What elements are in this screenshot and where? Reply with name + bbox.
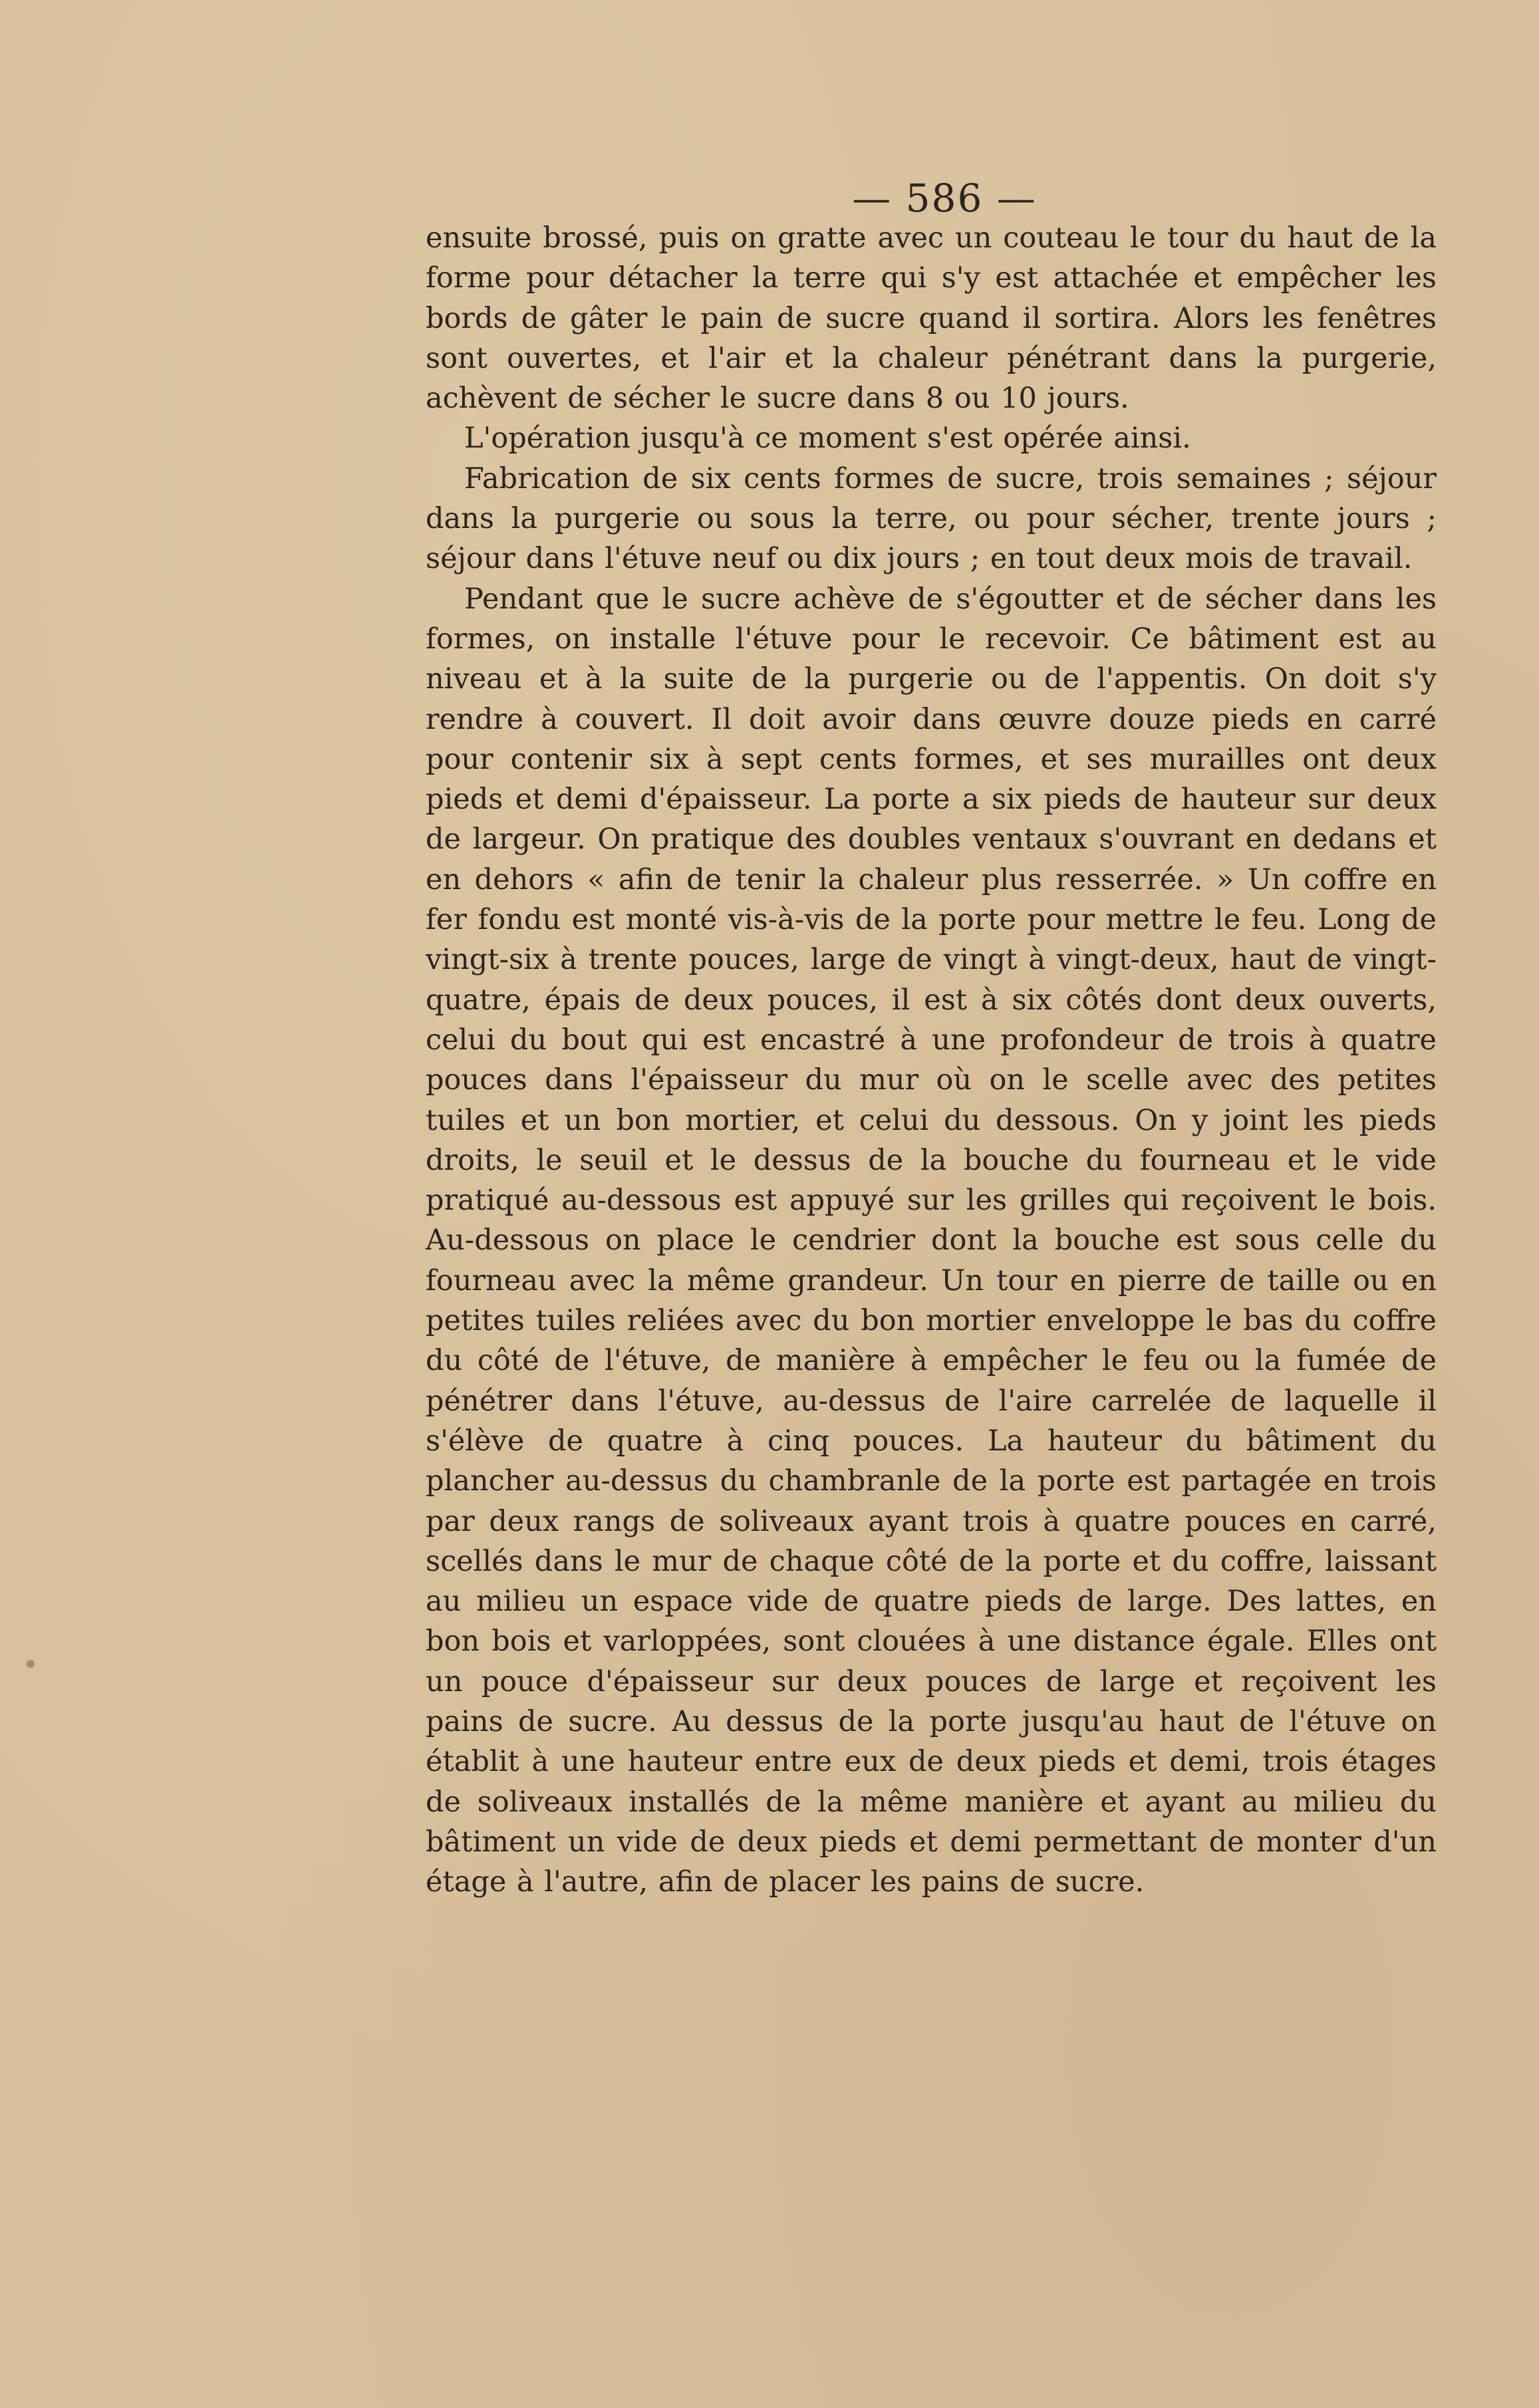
paragraph-4: Pendant que le sucre achève de s'égoutter et de sécher dans les formes, on installe l'étuve pour le recevoir. Ce bâtiment est au niveau et à la suite de la purgerie ou de l'appentis. On doit s'y rendre à couvert. Il doit avoir dans œuvre douze pieds en carré pour contenir six à sept cents formes, et ses murailles ont deux pieds et demi d'épaisseur. La porte a six pieds de hauteur sur deux de largeur. On pratique des doubles ventaux s'ouvrant en dedans et en dehors « afin de tenir la chaleur plus resserrée. » Un coffre en fer fondu est monté vis-à-vis de la porte pour mettre le feu. Long de vingt-six à trente pouces, large de vingt à vingt-deux, haut de vingt-quatre, épais de deux pouces, il est à six côtés dont deux ouverts, celui du bout qui est encastré à une profondeur de trois à quatre pouces dans l'épaisseur du mur où on le scelle avec des petites tuiles et un bon mortier, et celui du dessous. On y joint les pieds droits, le seuil et le dessus de la bouche du fourneau et le vide pratiqué au-dessous est appuyé sur les grilles qui reçoivent le bois. Au-dessous on place le cendrier dont la bouche est sous celle du fourneau avec la même grandeur. Un tour en pierre de taille ou en petites tuiles reliées avec du bon mortier enveloppe le bas du coffre du côté de l'étuve, de manière à empêcher le feu ou la fumée de pénétrer dans l'étuve, au-dessus de l'aire carrelée de laquelle il s'élève de quatre à cinq pouces. La hauteur du bâtiment du plancher au-dessus du chambranle de la porte est partagée en trois par deux rangs de soliveaux ayant trois à quatre pouces en carré, scellés dans le mur de chaque côté de la porte et du coffre, laissant au milieu un espace vide de quatre pieds de large. Des lattes, en bon bois et varloppées, sont clouées à une distance égale. Elles ont un pouce d'épaisseur sur deux pouces de large et reçoivent les pains de sucre. Au dessus de la porte jusqu'au haut de l'étuve on établit à une hauteur entre eux de deux pieds et demi, trois étages de soliveaux installés de la même manière et ayant au milieu du bâtiment un vide de deux pieds et demi permettant de monter d'un étage à l'autre, afin de placer les pains de sucre. [426,582,1437,1899]
paper-speck [27,1660,35,1668]
paragraph-1: ensuite brossé, puis on gratte avec un couteau le tour du haut de la forme pour détacher la terre qui s'y est attachée et empêcher les bords de gâter le pain de sucre quand il sortira. Alors les fenêtres sont ouvertes, et l'air et la chaleur pénétrant dans la purgerie, achèvent de sécher le sucre dans 8 ou 10 jours. [426,221,1437,416]
book-page [426,178,1437,1902]
page-number: — 586 — [852,176,1037,221]
page-body [426,218,1437,1902]
paragraph-2: L'opération jusqu'à ce moment s'est opérée ainsi. [464,422,1191,456]
paragraph-3: Fabrication de six cents formes de sucre, trois semaines ; séjour dans la purgerie ou sous la terre, ou pour sécher, trente jours ; séjour dans l'étuve neuf ou dix jours ; en tout deux mois de travail. [426,462,1437,576]
